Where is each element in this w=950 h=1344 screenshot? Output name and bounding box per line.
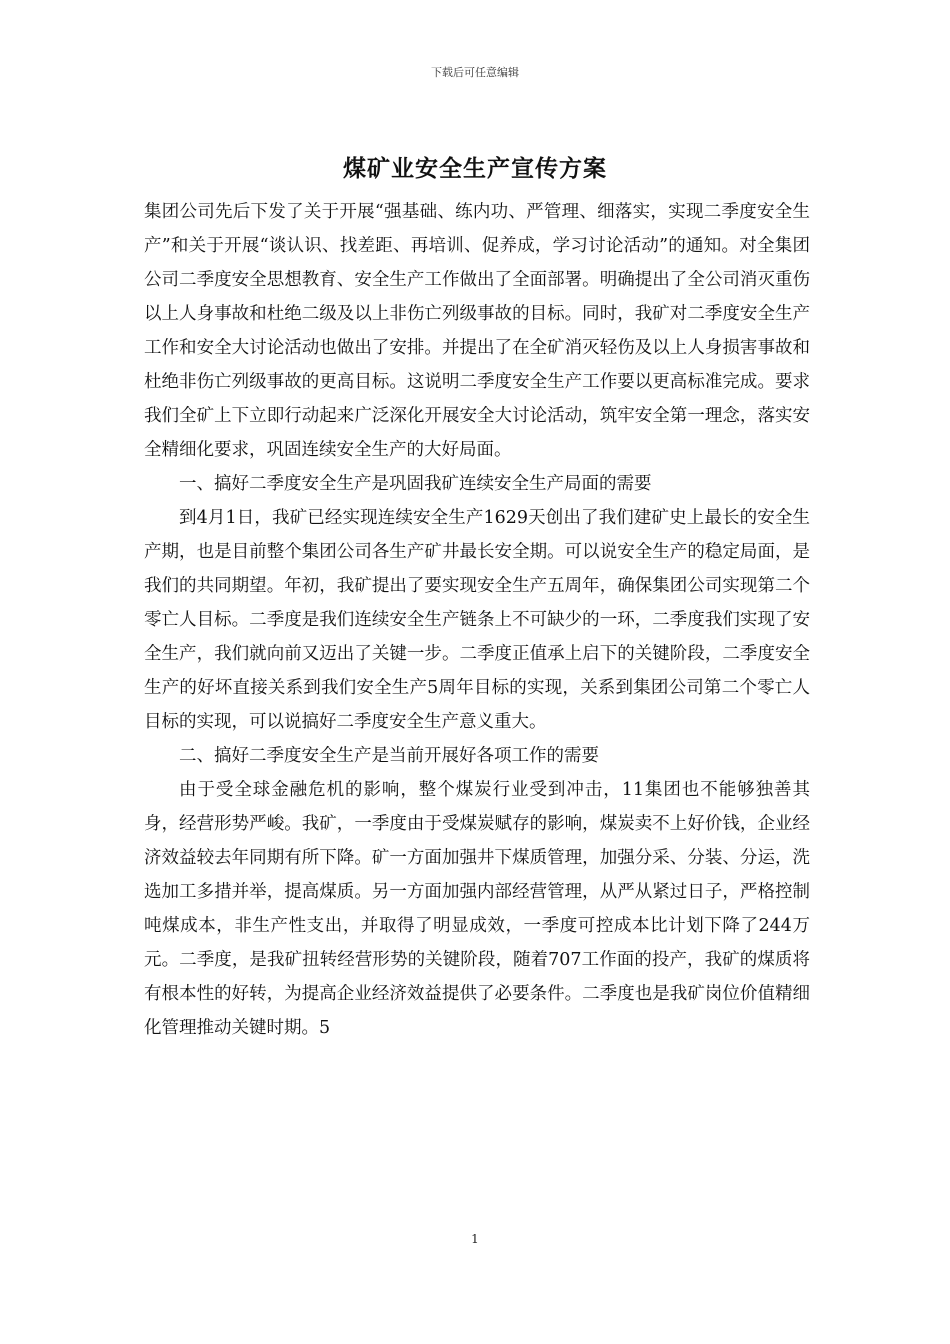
page-number: 1	[471, 1232, 479, 1246]
document-title: 煤矿业安全生产宣传方案	[343, 155, 607, 182]
document-body	[144, 195, 810, 1045]
page-header: 下载后可任意编辑	[431, 66, 519, 79]
section-heading-2: 二、搞好二季度安全生产是当前开展好各项工作的需要	[179, 746, 599, 766]
paragraph-section-2: 由于受全球金融危机的影响，整个煤炭行业受到冲击，11集团也不能够独善其身，经营形势严峻。我矿，一季度由于受煤炭赋存的影响，煤炭卖不上好价钱，企业经济效益较去年同期有所下降。矿一方面加强井下煤质管理，加强分采、分装、分运，洗选加工多措并举，提高煤质。另一方面加强内部经营管理，从严从紧过日子，严格控制吨煤成本，非生产性支出，并取得了明显成效，一季度可控成本比计划下降了244万元。二季度，是我矿扭转经营形势的关键阶段，随着707工作面的投产，我矿的煤质将有根本性的好转，为提高企业经济效益提供了必要条件。二季度也是我矿岗位价值精细化管理推动关键时期。5	[144, 780, 810, 1038]
paragraph-section-1: 到4月1日，我矿已经实现连续安全生产1629天创出了我们建矿史上最长的安全生产期，也是目前整个集团公司各生产矿井最长安全期。可以说安全生产的稳定局面，是我们的共同期望。年初，我矿提出了要实现安全生产五周年，确保集团公司实现第二个零亡人目标。二季度是我们连续安全生产链条上不可缺少的一环，二季度我们实现了安全生产，我们就向前又迈出了关键一步。二季度正值承上启下的关键阶段，二季度安全生产的好坏直接关系到我们安全生产5周年目标的实现，关系到集团公司第二个零亡人目标的实现，可以说搞好二季度安全生产意义重大。	[144, 508, 810, 732]
section-heading-1: 一、搞好二季度安全生产是巩固我矿连续安全生产局面的需要	[179, 474, 652, 494]
paragraph-intro: 集团公司先后下发了关于开展“强基础、练内功、严管理、细落实，实现二季度安全生产”和关于开展“谈认识、找差距、再培训、促养成，学习讨论活动”的通知。对全集团公司二季度安全思想教育、安全生产工作做出了全面部署。明确提出了全公司消灭重伤以上人身事故和杜绝二级及以上非伤亡列级事故的目标。同时，我矿对二季度安全生产工作和安全大讨论活动也做出了安排。并提出了在全矿消灭轻伤及以上人身损害事故和杜绝非伤亡列级事故的更高目标。这说明二季度安全生产工作要以更高标准完成。要求我们全矿上下立即行动起来广泛深化开展安全大讨论活动，筑牢安全第一理念，落实安全精细化要求，巩固连续安全生产的大好局面。	[144, 202, 810, 460]
